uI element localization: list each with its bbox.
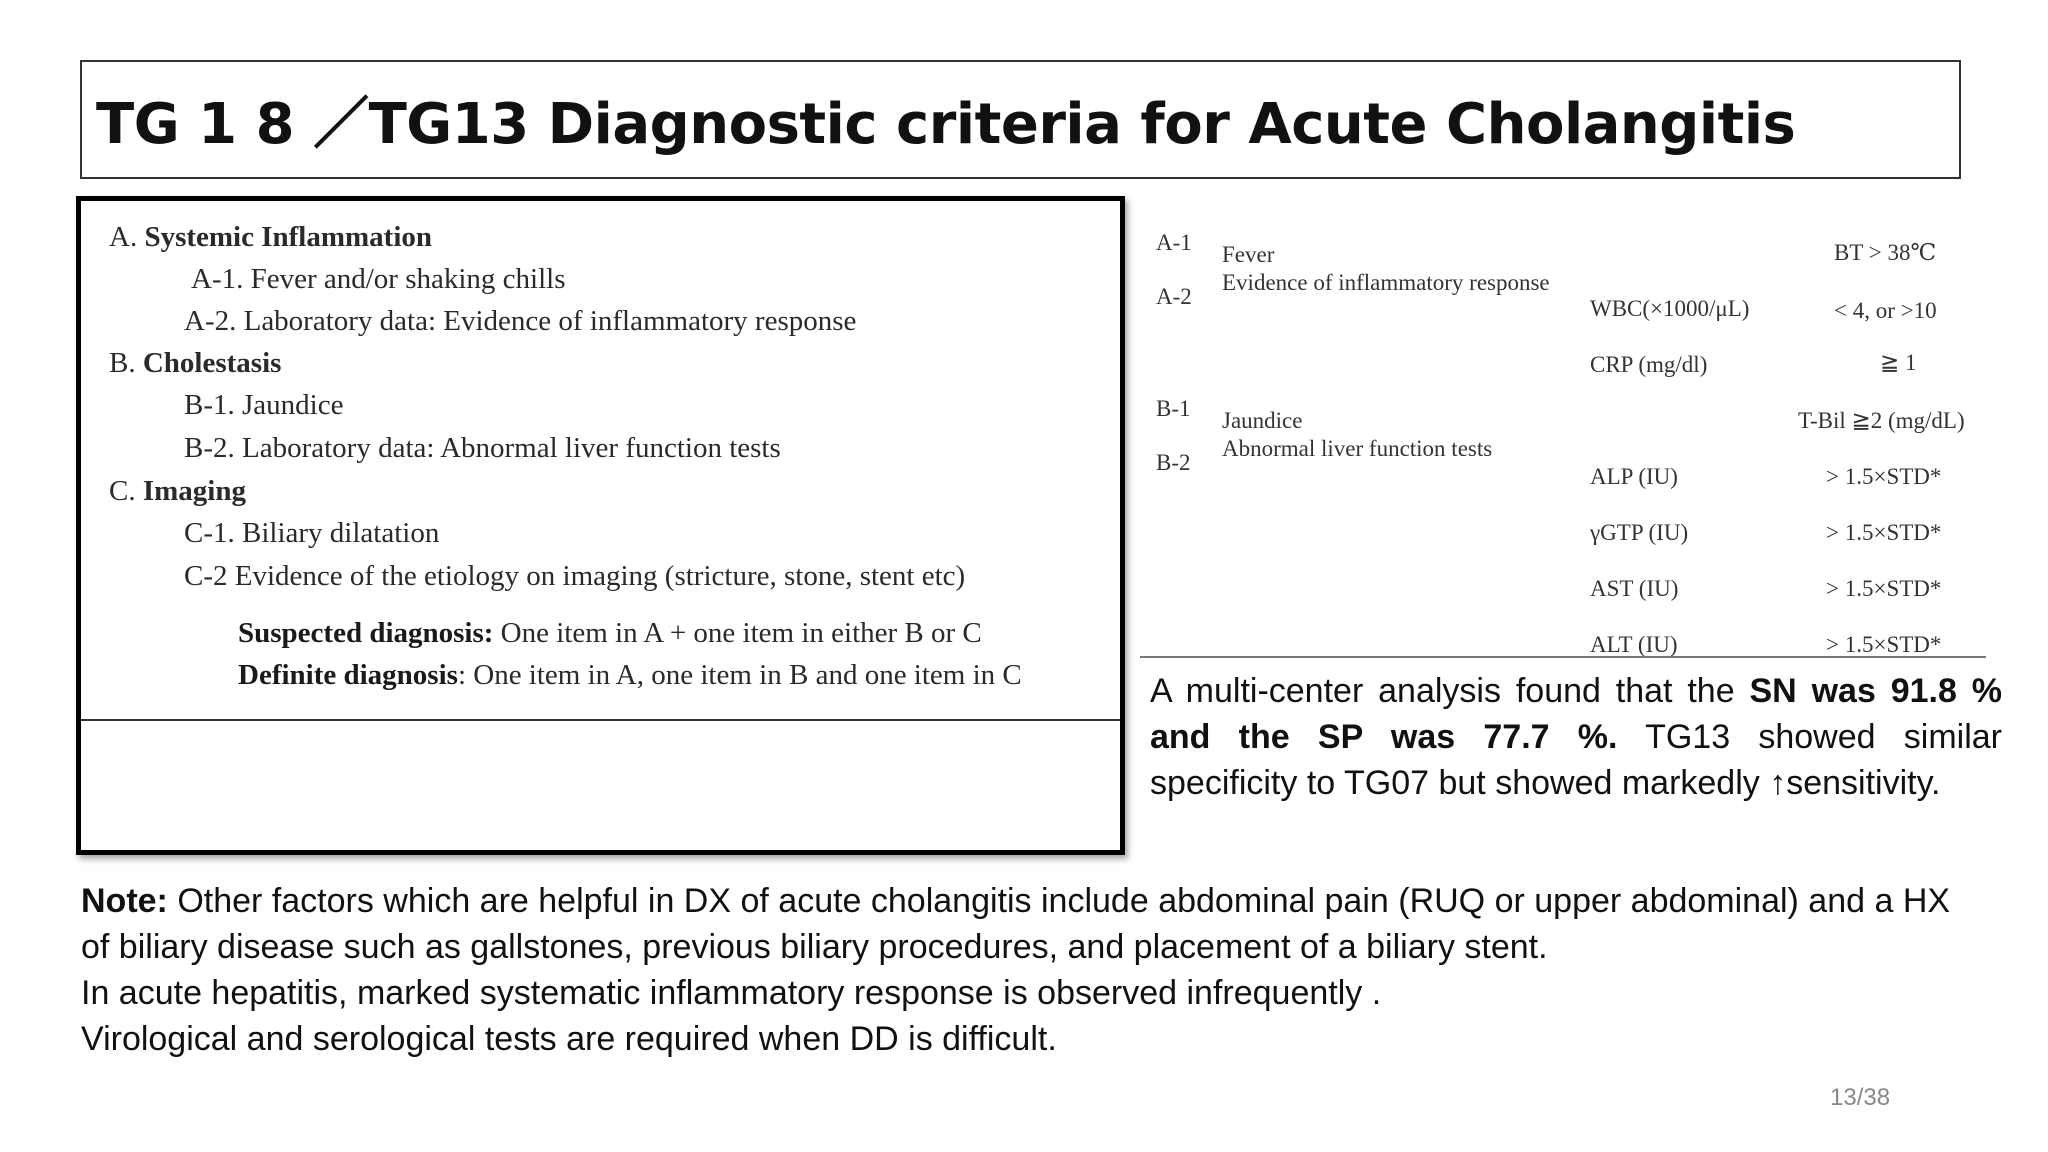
note-line-2: In acute hepatitis, marked systematic inflammatory response is observed infrequently . [81, 974, 1382, 1012]
note-line-3: Virological and serological tests are required when DD is difficult. [81, 1020, 1057, 1058]
test-ggtp: γGTP (IU) [1590, 520, 1689, 545]
note-section [81, 878, 1981, 1062]
criteria-c-heading: C. Imaging [109, 475, 246, 507]
criteria-divider [81, 719, 1120, 721]
item-inflammatory-response: Evidence of inflammatory response [1222, 270, 1550, 295]
definite-diagnosis: Definite diagnosis: One item in A, one item in B and one item in C [238, 659, 1022, 691]
item-jaundice: Jaundice [1222, 408, 1303, 433]
item-fever: Fever [1222, 242, 1275, 267]
criteria-b2: B-2. Laboratory data: Abnormal liver function tests [184, 432, 781, 464]
item-abnormal-lft: Abnormal liver function tests [1222, 436, 1493, 461]
criteria-b1: B-1. Jaundice [184, 389, 344, 421]
code-b1: B-1 [1156, 396, 1191, 421]
code-b2: B-2 [1156, 450, 1191, 475]
value-crp: ≧ 1 [1880, 350, 1917, 375]
test-ast: AST (IU) [1590, 576, 1679, 601]
test-alp: ALP (IU) [1590, 464, 1678, 489]
value-ggtp: > 1.5×STD* [1826, 520, 1942, 545]
slide-title: TG 1 8 ／TG13 Diagnostic criteria for Acute Cholangitis [80, 60, 1961, 179]
criteria-c2: C-2 Evidence of the etiology on imaging (stricture, stone, stent etc) [184, 560, 966, 592]
diagnostic-criteria-panel [76, 196, 1125, 855]
value-bt: BT > 38℃ [1834, 240, 1937, 265]
table-bottom-rule [1140, 656, 1986, 658]
test-wbc: WBC(×1000/μL) [1590, 296, 1750, 321]
note-line-1: Note: Other factors which are helpful in DX of acute cholangitis include abdominal pain (RUQ or upper abdominal) and a HX of biliary disease such as gallstones, previous biliary procedures, and placement of a biliary stent. [81, 882, 1951, 966]
criteria-a2: A-2. Laboratory data: Evidence of inflammatory response [184, 305, 857, 337]
test-alt: ALT (IU) [1590, 632, 1678, 657]
page-number: 13/38 [1830, 1084, 1891, 1111]
value-alt: > 1.5×STD* [1826, 632, 1942, 657]
code-a1: A-1 [1156, 230, 1192, 255]
value-alp: > 1.5×STD* [1826, 464, 1942, 489]
criteria-a-heading: A. Systemic Inflammation [109, 221, 433, 253]
threshold-table [1140, 220, 1986, 660]
value-tbil: T-Bil ≧2 (mg/dL) [1798, 408, 1965, 433]
criteria-b-heading: B. Cholestasis [109, 347, 282, 379]
value-wbc: < 4, or >10 [1834, 298, 1937, 323]
code-a2: A-2 [1156, 284, 1192, 309]
test-crp: CRP (mg/dl) [1590, 352, 1708, 377]
value-ast: > 1.5×STD* [1826, 576, 1942, 601]
criteria-a1: A-1. Fever and/or shaking chills [191, 263, 566, 295]
sensitivity-summary: A multi-center analysis found that the SN was 91.8 % and the SP was 77.7 %. TG13 showed similar specificity to TG07 but showed markedly ↑sensitivity. [1150, 672, 2002, 802]
criteria-c1: C-1. Biliary dilatation [184, 517, 440, 549]
suspected-diagnosis: Suspected diagnosis: One item in A + one item in either B or C [238, 617, 982, 649]
